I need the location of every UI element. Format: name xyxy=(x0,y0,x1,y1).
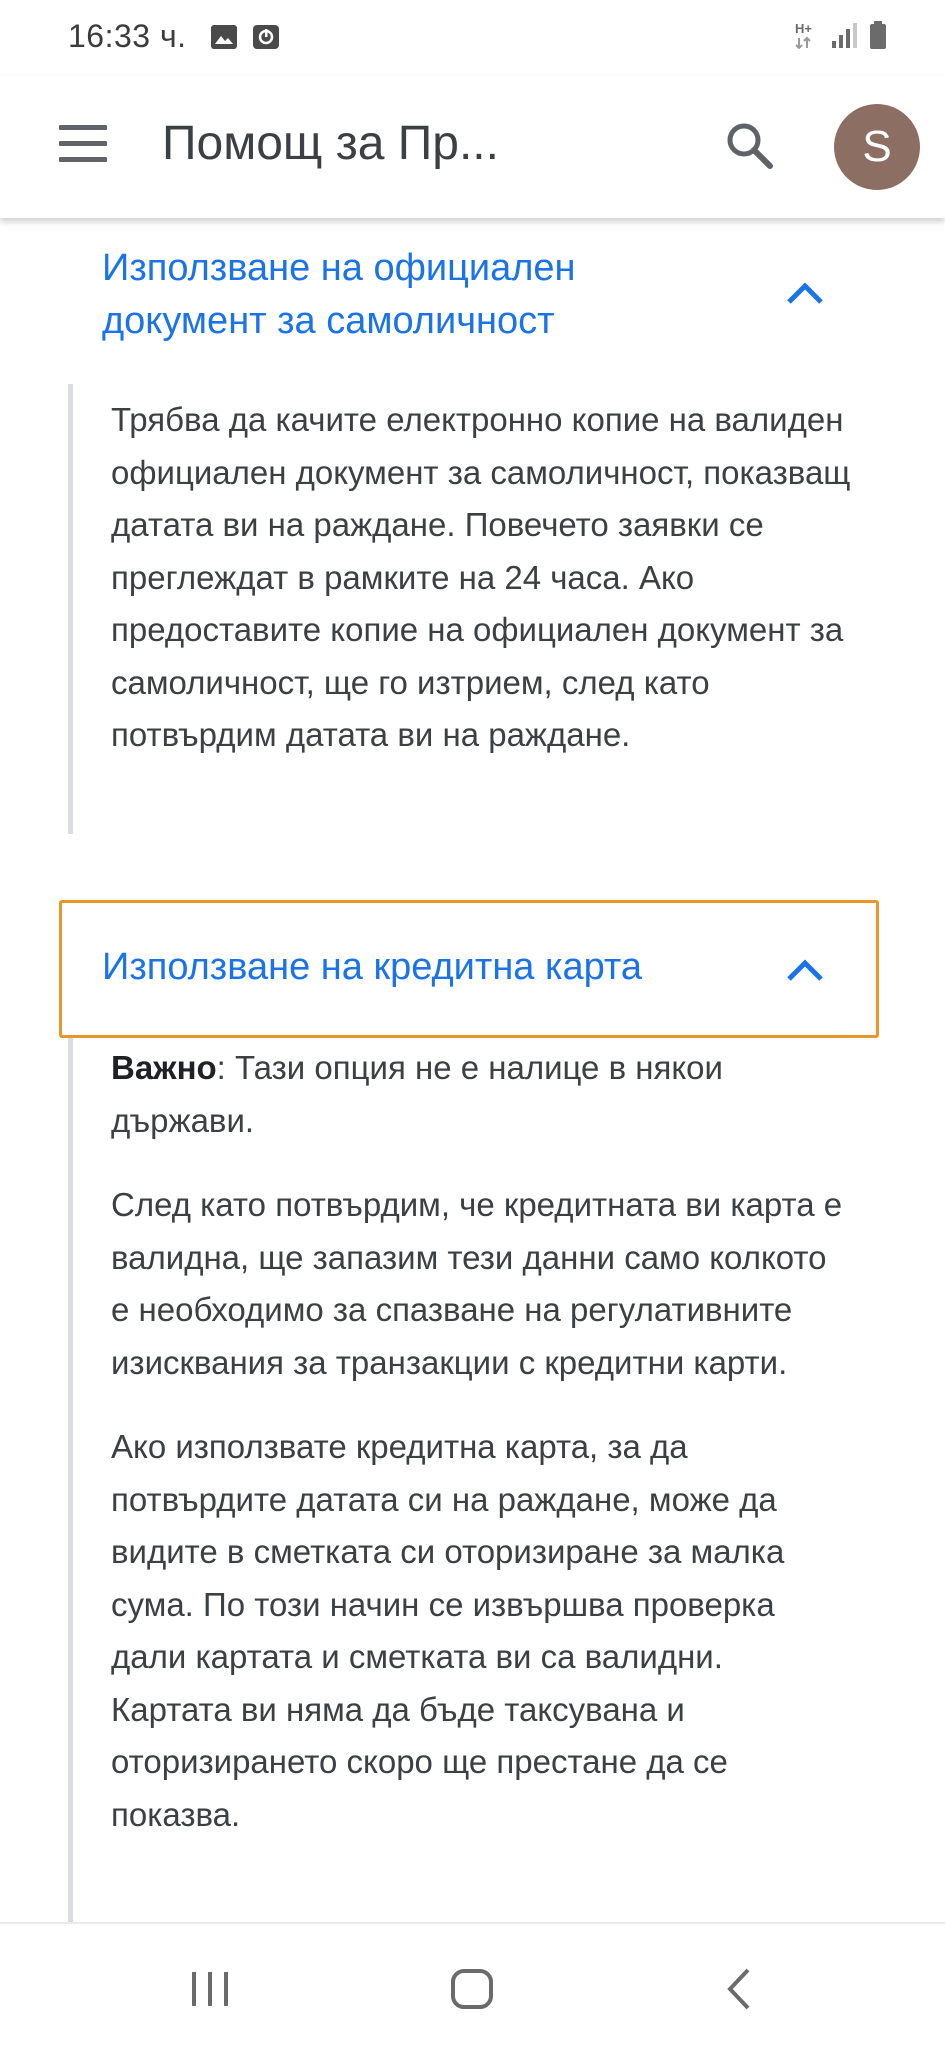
chevron-up-icon xyxy=(785,280,825,306)
menu-button[interactable] xyxy=(56,122,110,166)
recent-apps-icon[interactable] xyxy=(186,1964,236,2014)
menu-icon xyxy=(59,125,107,130)
important-text: : Тази опция не е налице в някои държави. xyxy=(111,1049,723,1139)
sync-icon xyxy=(252,24,280,50)
section-paragraph: Ако използвате кредитна карта, за да потвърдите датата си на раждане, може да видите в сметката си оторизиране за малка сума. По този начин се извършва проверка дали картата и сметката ви са валидни. Картата ви няма да бъде таксувана и оторизирането скоро ще престане да се показва. xyxy=(111,1428,785,1833)
section-body-id-document xyxy=(68,384,851,834)
status-indicators xyxy=(795,20,887,50)
chevron-up-icon xyxy=(785,957,825,983)
search-icon[interactable] xyxy=(722,118,778,174)
section-title: Използване на кредитна карта xyxy=(102,946,642,988)
important-note xyxy=(111,1042,851,1147)
image-icon xyxy=(210,24,238,50)
menu-icon-bar xyxy=(59,157,107,162)
section-paragraph: Трябва да качите електронно копие на валиден официален документ за самоличност, показващ датата ви на раждане. Повечето заявки се преглеждат в рамките на 24 часа. Ако предоставите копие на официален документ за самоличност, ще го изтрием, след като потвърдим датата ви на раждане. xyxy=(111,401,851,753)
network-label: H+ xyxy=(795,21,812,36)
hplus-icon xyxy=(795,20,821,50)
section-header-id-document[interactable] xyxy=(60,242,880,342)
important-label: Важно xyxy=(111,1049,217,1086)
page-title: Помощ за Пр... xyxy=(162,117,499,170)
battery-icon xyxy=(869,20,887,50)
back-icon[interactable] xyxy=(716,1964,766,2014)
section-body-credit-card xyxy=(68,1038,851,1942)
system-nav-bar xyxy=(0,1922,945,2050)
section-header-credit-card[interactable] xyxy=(59,900,879,1038)
status-bar xyxy=(0,0,945,76)
avatar[interactable]: S xyxy=(834,104,920,190)
section-title: Използване на официален документ за самоличност xyxy=(102,247,576,342)
app-bar xyxy=(0,76,945,218)
signal-icon xyxy=(831,21,859,49)
status-time: 16:33 ч. xyxy=(68,18,187,54)
section-paragraph: След като потвърдим, че кредитната ви карта е валидна, ще запазим тези данни само колкото е необходимо за спазване на регулативните изисквания за транзакции с кредитни карти. xyxy=(111,1186,843,1381)
home-icon[interactable] xyxy=(448,1964,498,2014)
menu-icon-bar xyxy=(59,141,107,146)
